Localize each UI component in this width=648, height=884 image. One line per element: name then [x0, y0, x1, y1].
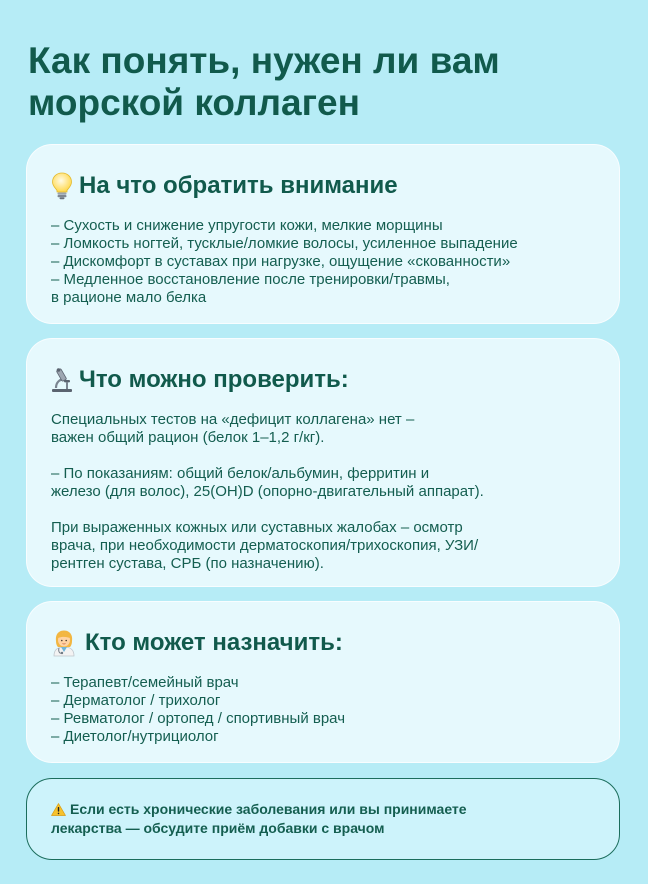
paragraph	[51, 465, 595, 501]
list-item: – Ломкость ногтей, тусклые/ломкие волосы, усиленное выпадение	[51, 235, 518, 252]
warning-line-2: лекарства — обсудите приём добавки с врачом	[51, 820, 385, 836]
paragraph	[51, 411, 595, 447]
list-item: – Ревматолог / ортопед / спортивный врач	[51, 710, 346, 727]
attention-card	[26, 144, 620, 324]
list-item: в рационе мало белка	[51, 289, 207, 306]
warning-line-1	[51, 801, 595, 820]
check-heading-text: Что можно проверить:	[79, 366, 349, 393]
warning-card	[26, 778, 620, 860]
prescriber-heading-text: Кто может назначить:	[85, 629, 343, 656]
paragraph	[51, 519, 595, 573]
microscope-icon	[49, 365, 75, 395]
doctor-icon	[49, 628, 79, 658]
attention-heading	[49, 171, 595, 201]
title-line-1: Как понять, нужен ли вам	[28, 40, 500, 81]
paragraph-line: При выраженных кожных или суставных жалобах – осмотр	[51, 519, 463, 536]
list-item: – Терапевт/семейный врач	[51, 674, 239, 691]
warning-line-1-text: Если есть хронические заболевания или вы принимаете	[70, 801, 467, 817]
warning-icon	[51, 803, 66, 820]
paragraph-line: важен общий рацион (белок 1–1,2 г/кг).	[51, 429, 325, 446]
check-heading	[49, 365, 595, 395]
check-card	[26, 338, 620, 587]
list-item: – Сухость и снижение упругости кожи, мелкие морщины	[51, 217, 443, 234]
page-title	[28, 40, 628, 124]
title-line-2: морской коллаген	[28, 82, 360, 123]
warning-text	[51, 779, 595, 859]
list-item: – Дискомфорт в суставах при нагрузке, ощущение «скованности»	[51, 253, 511, 270]
list-item: – Медленное восстановление после тренировки/травмы,	[51, 271, 450, 288]
list-item: – Диетолог/нутрициолог	[51, 728, 219, 745]
list-item: – Дерматолог / трихолог	[51, 692, 221, 709]
prescriber-heading	[49, 628, 595, 658]
paragraph-line: Специальных тестов на «дефицит коллагена» нет –	[51, 411, 415, 428]
paragraph-line: железо (для волос), 25(OH)D (опорно-двигательный аппарат).	[51, 483, 484, 500]
paragraph-line: врача, при необходимости дерматоскопия/трихоскопия, УЗИ/	[51, 537, 479, 554]
attention-heading-text: На что обратить внимание	[79, 172, 398, 199]
paragraph-line: рентген сустава, СРБ (по назначению).	[51, 555, 324, 572]
paragraph-line: – По показаниям: общий белок/альбумин, ферритин и	[51, 465, 430, 482]
prescriber-card	[26, 601, 620, 763]
lightbulb-icon	[49, 171, 75, 201]
